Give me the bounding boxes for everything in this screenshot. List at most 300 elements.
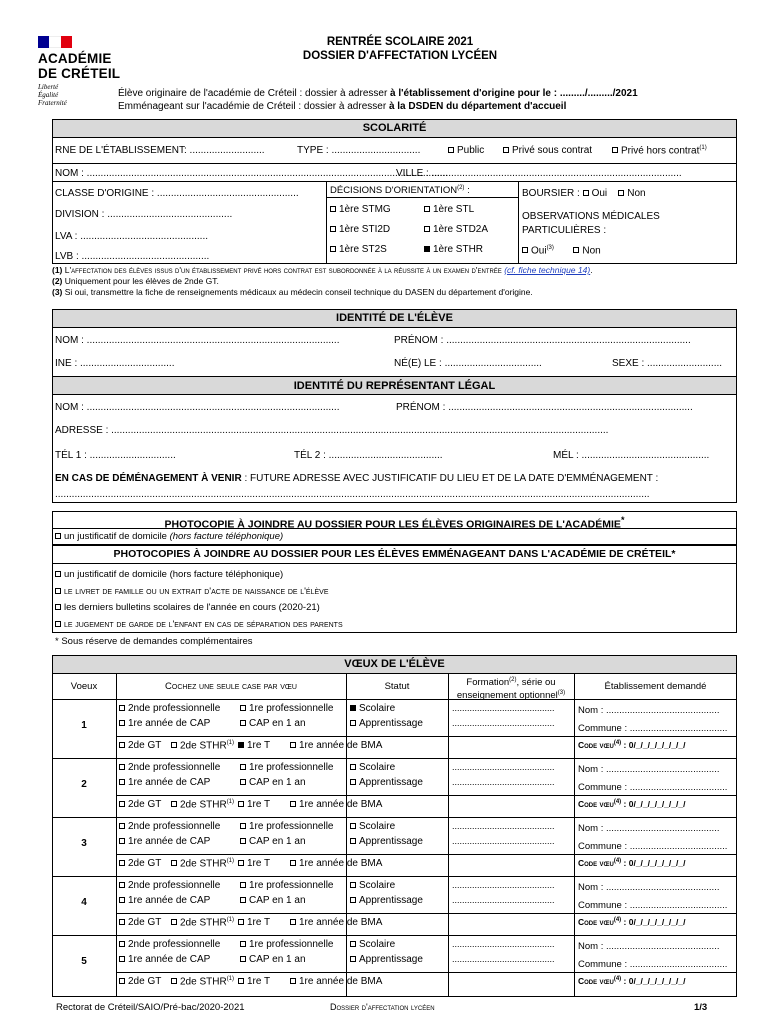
- checkbox-bma[interactable]: [290, 978, 296, 984]
- demenagement-rest: : FUTURE ADRESSE AVEC JUSTIFICATIF DU LIEU ET DE LA DATE D'EMMÉNAGEMENT :: [241, 473, 659, 484]
- etab-nom-field[interactable]: Nom : ...........................................: [578, 941, 720, 952]
- option-1t-label: 1re T: [247, 858, 271, 869]
- option-1t-label: 1re T: [247, 976, 271, 987]
- code-voeu-field[interactable]: [578, 858, 685, 868]
- code-voeu-value: : 0/_/_/_/_/_/_/_/: [621, 858, 686, 868]
- col-formation: [448, 675, 574, 701]
- eleve-prenom-field[interactable]: PRÉNOM : ........................................................................................: [394, 335, 691, 346]
- checkbox-2gt[interactable]: [119, 860, 125, 866]
- code-voeu-label: Code vœu: [578, 858, 614, 868]
- checkbox-apprentissage[interactable]: [350, 956, 356, 962]
- voeu-number: 5: [81, 956, 87, 967]
- statut-scolaire[interactable]: [350, 703, 395, 714]
- photocopie1-header-text: PHOTOCOPIE À JOINDRE AU DOSSIER POUR LES ÉLÈVES ORIGINAIRES DE L'ACADÉMIE: [164, 518, 621, 531]
- type-public-label: Public: [457, 145, 485, 156]
- code-voeu-note: (4): [613, 799, 622, 806]
- eleve-ine-field[interactable]: INE : ..................................: [55, 358, 175, 369]
- intro-line1: [118, 88, 638, 99]
- option-sthr[interactable]: [424, 244, 483, 255]
- voeu-number: 1: [81, 720, 87, 731]
- footer-left: Rectorat de Créteil/SAIO/Pré-bac/2020-2021: [56, 1002, 245, 1013]
- flag-icon: [38, 36, 72, 48]
- option-cap-1an[interactable]: [240, 718, 306, 729]
- checkbox-stmg[interactable]: [330, 206, 336, 212]
- option-2sthr[interactable]: [171, 858, 234, 869]
- col-statut: Statut: [384, 681, 410, 692]
- fiche-technique-link[interactable]: (cf. fiche technique 14): [504, 265, 591, 275]
- option-2sthr-note: (1): [226, 976, 235, 982]
- checkbox-prive-contrat[interactable]: [503, 147, 509, 153]
- statut-scolaire[interactable]: [350, 880, 395, 891]
- option-2gt[interactable]: [119, 976, 161, 987]
- etab-commune-field[interactable]: Commune : .....................................: [578, 959, 728, 970]
- academy-logo: [38, 36, 128, 108]
- statut-apprentissage[interactable]: [350, 777, 423, 788]
- option-bma[interactable]: [290, 858, 382, 869]
- observations-1: OBSERVATIONS MÉDICALES: [522, 211, 660, 222]
- code-voeu-field[interactable]: [578, 799, 685, 809]
- option-stmg[interactable]: [330, 204, 391, 215]
- statut-apprentissage[interactable]: [350, 954, 423, 965]
- intro-line2-normal: Emménageant sur l'académie de Créteil : dossier à adresser: [118, 101, 389, 112]
- option-1t-label: 1re T: [247, 799, 271, 810]
- checkbox-2nde-pro[interactable]: [119, 882, 125, 888]
- checkbox-scolaire[interactable]: [350, 882, 356, 888]
- col-formation-text3: enseignement optionnel: [456, 690, 558, 702]
- etab-commune-field[interactable]: Commune : .....................................: [578, 841, 728, 852]
- option-2nde-pro[interactable]: [119, 880, 220, 891]
- statut-apprentissage[interactable]: [350, 718, 423, 729]
- note-2: [52, 276, 219, 286]
- checkbox-photo2-1[interactable]: [55, 571, 61, 577]
- decisions-note: (2): [457, 185, 465, 191]
- checkbox-1re-pro[interactable]: [240, 882, 246, 888]
- lvb-field[interactable]: LVB : ..............................................: [55, 251, 210, 262]
- option-1re-pro-label: 1re professionnelle: [249, 762, 334, 773]
- rep-mel-field[interactable]: MÉL : ..............................................: [553, 450, 710, 461]
- col-formation-note3: (3): [557, 690, 566, 697]
- checkbox-cap-1re[interactable]: [119, 779, 125, 785]
- photocopie2-item-2-label: le livret de famille ou un extrait d'acte de naissance de l'élève: [64, 586, 329, 597]
- option-2sthr-label: 2de STHR: [180, 740, 227, 752]
- rep-tel2-field[interactable]: TÉL 2 : .........................................: [294, 450, 443, 461]
- option-bma-label: 1re année de BMA: [299, 799, 383, 810]
- checkbox-2sthr[interactable]: [171, 978, 177, 984]
- lva-field[interactable]: LVA : ..............................................: [55, 231, 209, 242]
- eleve-sexe-field[interactable]: SEXE : ...........................: [612, 358, 723, 369]
- type-prive-contrat[interactable]: [503, 145, 592, 156]
- option-2sthr-note: (1): [226, 740, 235, 746]
- formation-dots-1[interactable]: .........................................: [452, 703, 555, 713]
- option-2nde-pro[interactable]: [119, 939, 220, 950]
- checkbox-cap-1an[interactable]: [240, 897, 246, 903]
- photocopie2-item-3: [55, 602, 320, 613]
- checkbox-1re-pro[interactable]: [240, 823, 246, 829]
- code-voeu-value: : 0/_/_/_/_/_/_/_/: [621, 976, 686, 986]
- checkbox-photo2-2[interactable]: [55, 588, 61, 594]
- option-1t[interactable]: [238, 917, 270, 928]
- formation-dots-1[interactable]: .........................................: [452, 880, 555, 890]
- note-3-num: (3): [52, 287, 63, 297]
- medical-oui-note: (3): [546, 245, 554, 251]
- checkbox-medical-oui[interactable]: [522, 247, 528, 253]
- checkbox-1t[interactable]: [238, 742, 244, 748]
- boursier-label: BOURSIER :: [522, 188, 580, 199]
- option-1re-pro[interactable]: [240, 880, 334, 891]
- code-voeu-value: : 0/_/_/_/_/_/_/_/: [621, 917, 686, 927]
- checkbox-cap-1re[interactable]: [119, 956, 125, 962]
- option-bma-label: 1re année de BMA: [299, 858, 383, 869]
- checkbox-photo1[interactable]: [55, 533, 61, 539]
- option-cap-1an[interactable]: [240, 777, 306, 788]
- checkbox-2sthr[interactable]: [171, 919, 177, 925]
- option-sti2d[interactable]: [330, 224, 390, 235]
- checkbox-cap-1re[interactable]: [119, 897, 125, 903]
- option-cap-1an[interactable]: [240, 836, 306, 847]
- option-2gt-label: 2de GT: [128, 858, 162, 869]
- etab-nom-field[interactable]: Nom : ...........................................: [578, 823, 720, 834]
- option-cap-1re-label: 1re année de CAP: [128, 836, 211, 847]
- type-prive-hors-label: Privé hors contrat: [621, 145, 700, 157]
- checkbox-2sthr[interactable]: [171, 742, 177, 748]
- option-2gt[interactable]: [119, 858, 161, 869]
- option-2gt-label: 2de GT: [128, 976, 162, 987]
- note-1-end: .: [590, 265, 593, 275]
- statut-apprentissage-label: Apprentissage: [359, 895, 423, 906]
- eleve-nom-field[interactable]: NOM : ...........................................................................................: [55, 335, 340, 346]
- option-st2s[interactable]: [330, 244, 387, 255]
- checkbox-1re-pro[interactable]: [240, 764, 246, 770]
- statut-scolaire[interactable]: [350, 821, 395, 832]
- option-2sthr-note: (1): [226, 799, 235, 805]
- checkbox-photo2-3[interactable]: [55, 604, 61, 610]
- option-1t[interactable]: [238, 976, 270, 987]
- checkbox-apprentissage[interactable]: [350, 779, 356, 785]
- checkbox-1re-pro[interactable]: [240, 941, 246, 947]
- code-voeu-label: Code vœu: [578, 976, 614, 986]
- option-2nde-pro[interactable]: [119, 821, 220, 832]
- option-bma[interactable]: [290, 976, 382, 987]
- option-2nde-pro[interactable]: [119, 762, 220, 773]
- option-2nde-pro[interactable]: [119, 703, 220, 714]
- statut-scolaire[interactable]: [350, 939, 395, 950]
- option-1t[interactable]: [238, 740, 270, 751]
- option-2nde-pro-label: 2nde professionnelle: [128, 762, 221, 773]
- flag-stripe-white: [49, 36, 60, 48]
- option-2nde-pro-label: 2nde professionnelle: [128, 939, 221, 950]
- option-1re-pro-label: 1re professionnelle: [249, 880, 334, 891]
- note-3: [52, 287, 533, 297]
- option-cap-1re[interactable]: [119, 895, 210, 906]
- checkbox-cap-1an[interactable]: [240, 720, 246, 726]
- statut-apprentissage[interactable]: [350, 836, 423, 847]
- rep-nom-field[interactable]: NOM : ...........................................................................................: [55, 402, 340, 413]
- code-voeu-label: Code vœu: [578, 799, 614, 809]
- type-prive-hors-note: (1): [699, 145, 707, 151]
- checkbox-cap-1re[interactable]: [119, 720, 125, 726]
- option-1re-pro-label: 1re professionnelle: [249, 821, 334, 832]
- title-line2: DOSSIER D'AFFECTATION LYCÉEN: [302, 50, 498, 62]
- checkbox-2gt[interactable]: [119, 978, 125, 984]
- checkbox-2sthr[interactable]: [171, 860, 177, 866]
- checkbox-prive-hors[interactable]: [612, 147, 618, 153]
- type-public[interactable]: [448, 145, 484, 156]
- rep-adresse-field[interactable]: ADRESSE : ...................................................................................................................................................................................: [55, 425, 609, 436]
- formation-dots-2[interactable]: .........................................: [452, 777, 555, 787]
- checkbox-1t[interactable]: [238, 919, 244, 925]
- code-voeu-field[interactable]: [578, 976, 685, 986]
- checkbox-photo2-4[interactable]: [55, 621, 61, 627]
- code-voeu-field[interactable]: [578, 740, 685, 750]
- formation-dots-2[interactable]: .........................................: [452, 954, 555, 964]
- boursier-field: [522, 188, 646, 199]
- code-voeu-label: Code vœu: [578, 917, 614, 927]
- footer-right: 1/3: [694, 1002, 708, 1013]
- option-stmg-label: 1ère STMG: [339, 204, 391, 215]
- classe-field[interactable]: CLASSE D'ORIGINE : ...................................................: [55, 188, 299, 199]
- checkbox-medical-non[interactable]: [573, 247, 579, 253]
- checkbox-1t[interactable]: [238, 978, 244, 984]
- option-2gt-label: 2de GT: [128, 740, 162, 751]
- checkbox-cap-1an[interactable]: [240, 779, 246, 785]
- option-bma[interactable]: [290, 740, 382, 751]
- option-2sthr[interactable]: [171, 799, 234, 810]
- option-stl[interactable]: [424, 204, 474, 215]
- logo-motto-1: Liberté: [38, 83, 59, 91]
- option-2sthr[interactable]: [171, 740, 234, 751]
- type-field[interactable]: TYPE : ................................: [297, 145, 421, 156]
- option-2sthr-note: (1): [226, 917, 235, 923]
- photocopie2-note: * Sous réserve de demandes complémentaires: [55, 636, 253, 647]
- demenagement-bold: EN CAS DE DÉMÉNAGEMENT À VENIR: [55, 473, 242, 484]
- option-cap-1re-label: 1re année de CAP: [128, 777, 211, 788]
- nom-etab-field[interactable]: NOM : ..................................................................................................................................: [55, 168, 448, 179]
- division-field[interactable]: DIVISION : .............................................: [55, 209, 233, 220]
- formation-dots-2[interactable]: .........................................: [452, 718, 555, 728]
- code-voeu-label: Code vœu: [578, 740, 614, 750]
- scolarite-header: SCOLARITÉ: [53, 120, 736, 138]
- option-2sthr-label: 2de STHR: [180, 976, 227, 988]
- option-2gt[interactable]: [119, 917, 161, 928]
- col-formation-text: Formation: [466, 677, 510, 689]
- checkbox-apprentissage[interactable]: [350, 897, 356, 903]
- option-cap-1an[interactable]: [240, 895, 306, 906]
- etab-commune-field[interactable]: Commune : .....................................: [578, 782, 728, 793]
- checkbox-scolaire[interactable]: [350, 705, 356, 711]
- logo-motto-2: Égalité: [38, 91, 59, 99]
- intro-line1-bold: à l'établissement d'origine pour le : ........./........./2021: [390, 88, 638, 99]
- option-cap-1re-label: 1re année de CAP: [128, 718, 211, 729]
- code-voeu-note: (4): [613, 976, 622, 983]
- statut-scolaire[interactable]: [350, 762, 395, 773]
- etab-nom-field[interactable]: Nom : ...........................................: [578, 882, 720, 893]
- statut-apprentissage-label: Apprentissage: [359, 777, 423, 788]
- code-voeu-field[interactable]: [578, 917, 685, 927]
- rep-demenagement-dots[interactable]: ......................................................................................................................................................................................................................: [55, 489, 650, 500]
- statut-apprentissage-label: Apprentissage: [359, 954, 423, 965]
- option-2sthr-label: 2de STHR: [180, 858, 227, 870]
- option-1re-pro[interactable]: [240, 821, 334, 832]
- formation-dots-1[interactable]: .........................................: [452, 762, 555, 772]
- checkbox-apprentissage[interactable]: [350, 838, 356, 844]
- checkbox-2nde-pro[interactable]: [119, 823, 125, 829]
- checkbox-scolaire[interactable]: [350, 941, 356, 947]
- etab-nom-field[interactable]: Nom : ...........................................: [578, 764, 720, 775]
- option-std2a-label: 1ère STD2A: [433, 224, 489, 235]
- flag-stripe-red: [61, 36, 72, 48]
- checkbox-1t[interactable]: [238, 801, 244, 807]
- checkbox-1re-pro[interactable]: [240, 705, 246, 711]
- col-cochez: Cochez une seule case par vœu: [165, 681, 297, 692]
- voeux-header: VŒUX DE L'ÉLÈVE: [53, 656, 736, 674]
- statut-scolaire-label: Scolaire: [359, 762, 396, 773]
- decisions-colon: :: [464, 185, 470, 197]
- option-cap-1an-label: CAP en 1 an: [249, 718, 306, 729]
- option-cap-1an-label: CAP en 1 an: [249, 836, 306, 847]
- option-cap-1an-label: CAP en 1 an: [249, 954, 306, 965]
- option-cap-1an[interactable]: [240, 954, 306, 965]
- option-2gt[interactable]: [119, 799, 161, 810]
- checkbox-2nde-pro[interactable]: [119, 705, 125, 711]
- logo-line2: DE CRÉTEIL: [38, 66, 121, 81]
- checkbox-2nde-pro[interactable]: [119, 764, 125, 770]
- checkbox-boursier-oui[interactable]: [583, 190, 589, 196]
- decisions-label: [330, 185, 470, 196]
- photocopie1-header: [53, 512, 736, 529]
- photocopie2-item-4: [55, 619, 343, 630]
- checkbox-2nde-pro[interactable]: [119, 941, 125, 947]
- option-cap-1re[interactable]: [119, 777, 210, 788]
- etab-nom-field[interactable]: Nom : ...........................................: [578, 705, 720, 716]
- photocopie2-item-1-label: un justificatif de domicile (hors facture téléphonique): [64, 569, 284, 580]
- col-formation-note: (2): [509, 677, 517, 683]
- option-cap-1re[interactable]: [119, 718, 210, 729]
- option-std2a[interactable]: [424, 224, 488, 235]
- code-voeu-value: : 0/_/_/_/_/_/_/_/: [621, 799, 686, 809]
- footer-center: Dossier d'affectation lycéen: [330, 1002, 435, 1012]
- ville-field[interactable]: VILLE : ..........................................................................................: [396, 168, 682, 179]
- checkbox-2gt[interactable]: [119, 742, 125, 748]
- col-etab: Établissement demandé: [604, 681, 707, 692]
- title-line1: RENTRÉE SCOLAIRE 2021: [326, 36, 474, 48]
- statut-scolaire-label: Scolaire: [359, 880, 396, 891]
- option-1t-label: 1re T: [247, 917, 271, 928]
- statut-scolaire-label: Scolaire: [359, 703, 396, 714]
- rne-field[interactable]: RNE DE L'ÉTABLISSEMENT: ...........................: [55, 145, 265, 156]
- voeu-number: 3: [81, 838, 87, 849]
- identite-eleve-header: IDENTITÉ DE L'ÉLÈVE: [53, 310, 736, 328]
- option-1re-pro[interactable]: [240, 939, 334, 950]
- option-2nde-pro-label: 2nde professionnelle: [128, 821, 221, 832]
- checkbox-bma[interactable]: [290, 742, 296, 748]
- checkbox-cap-1re[interactable]: [119, 838, 125, 844]
- type-prive-hors[interactable]: [612, 145, 707, 156]
- checkbox-scolaire[interactable]: [350, 823, 356, 829]
- option-1t[interactable]: [238, 799, 270, 810]
- option-stl-label: 1ère STL: [433, 204, 475, 215]
- option-1re-pro[interactable]: [240, 762, 334, 773]
- checkbox-2sthr[interactable]: [171, 801, 177, 807]
- medical-oui: Oui: [531, 245, 547, 257]
- boursier-oui: Oui: [591, 188, 608, 199]
- option-bma[interactable]: [290, 917, 382, 928]
- representant-header: IDENTITÉ DU REPRÉSENTANT LÉGAL: [53, 376, 736, 395]
- option-1re-pro[interactable]: [240, 703, 334, 714]
- statut-apprentissage[interactable]: [350, 895, 423, 906]
- rep-prenom-field[interactable]: PRÉNOM : ........................................................................................: [396, 402, 693, 413]
- formation-dots-2[interactable]: .........................................: [452, 895, 555, 905]
- voeu-number: 2: [81, 779, 87, 790]
- option-1t[interactable]: [238, 858, 270, 869]
- option-cap-1re[interactable]: [119, 836, 210, 847]
- medical-non: Non: [582, 245, 601, 257]
- etab-commune-field[interactable]: Commune : .....................................: [578, 723, 728, 734]
- checkbox-2gt[interactable]: [119, 801, 125, 807]
- checkbox-1t[interactable]: [238, 860, 244, 866]
- checkbox-public[interactable]: [448, 147, 454, 153]
- rep-tel1-field[interactable]: TÉL 1 : ...............................: [55, 450, 176, 461]
- option-bma[interactable]: [290, 799, 382, 810]
- decisions-label-text: DÉCISIONS D'ORIENTATION: [330, 185, 458, 197]
- observations-choices: [522, 245, 601, 256]
- option-st2s-label: 1ère ST2S: [339, 244, 387, 255]
- checkbox-bma[interactable]: [290, 860, 296, 866]
- etab-commune-field[interactable]: Commune : .....................................: [578, 900, 728, 911]
- photocopie1-star: *: [620, 515, 625, 525]
- option-2sthr-label: 2de STHR: [180, 917, 227, 929]
- option-2sthr-label: 2de STHR: [180, 799, 227, 811]
- checkbox-bma[interactable]: [290, 801, 296, 807]
- formation-dots-1[interactable]: .........................................: [452, 821, 555, 831]
- option-cap-1re[interactable]: [119, 954, 210, 965]
- option-1t-label: 1re T: [247, 740, 271, 751]
- flag-stripe-blue: [38, 36, 49, 48]
- option-bma-label: 1re année de BMA: [299, 976, 383, 987]
- checkbox-std2a[interactable]: [424, 226, 430, 232]
- col-voeux: Voeux: [70, 681, 98, 692]
- option-2sthr[interactable]: [171, 917, 234, 928]
- checkbox-apprentissage[interactable]: [350, 720, 356, 726]
- formation-dots-1[interactable]: .........................................: [452, 939, 555, 949]
- option-sti2d-label: 1ère STI2D: [339, 224, 391, 235]
- checkbox-cap-1an[interactable]: [240, 956, 246, 962]
- checkbox-bma[interactable]: [290, 919, 296, 925]
- checkbox-cap-1an[interactable]: [240, 838, 246, 844]
- checkbox-scolaire[interactable]: [350, 764, 356, 770]
- photocopie2-item-3-label: les derniers bulletins scolaires de l'année en cours (2020-21): [64, 602, 320, 613]
- intro-line2-bold: à la DSDEN du département d'accueil: [388, 101, 567, 112]
- formation-dots-2[interactable]: .........................................: [452, 836, 555, 846]
- checkbox-st2s[interactable]: [330, 246, 336, 252]
- photocopie2-item-4-label: le jugement de garde de l'enfant en cas de séparation des parents: [64, 619, 343, 630]
- checkbox-stl[interactable]: [424, 206, 430, 212]
- checkbox-2gt[interactable]: [119, 919, 125, 925]
- code-voeu-note: (4): [613, 858, 622, 865]
- checkbox-boursier-non[interactable]: [618, 190, 624, 196]
- code-voeu-note: (4): [613, 740, 622, 747]
- option-cap-1re-label: 1re année de CAP: [128, 954, 211, 965]
- intro-line1-normal: Élève originaire de l'académie de Créteil : dossier à adresser: [118, 88, 391, 99]
- eleve-ne-le-field[interactable]: NÉ(E) LE : ...................................: [394, 358, 542, 369]
- option-bma-label: 1re année de BMA: [299, 917, 383, 928]
- boursier-non: Non: [627, 188, 646, 199]
- note-1-num: (1): [52, 265, 63, 275]
- checkbox-sti2d[interactable]: [330, 226, 336, 232]
- option-2sthr[interactable]: [171, 976, 234, 987]
- checkbox-sthr[interactable]: [424, 246, 430, 252]
- option-2sthr-note: (1): [226, 858, 235, 864]
- option-2gt[interactable]: [119, 740, 161, 751]
